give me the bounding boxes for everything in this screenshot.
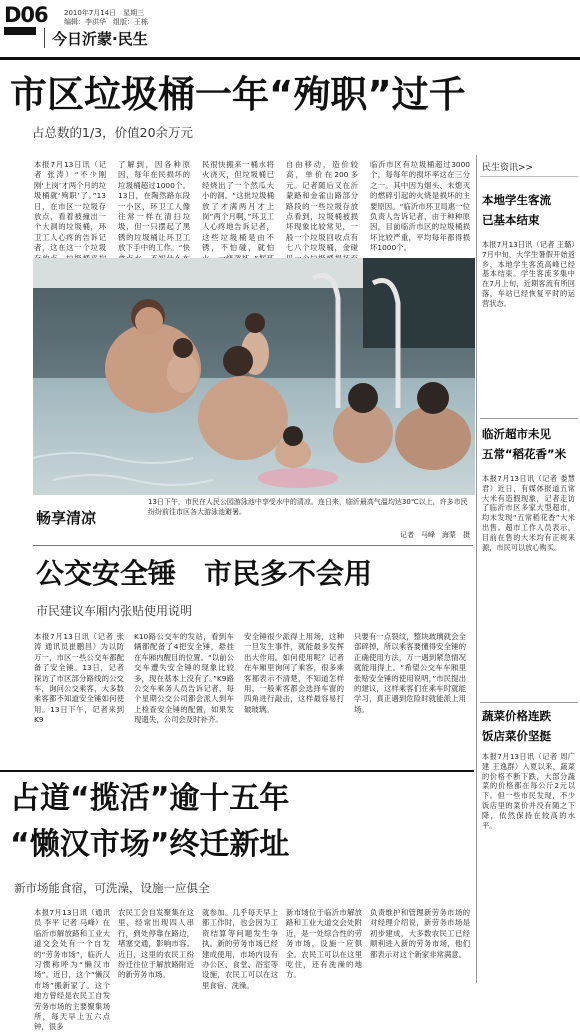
editor-text: 编辑：李洪华 组版：王栋	[64, 18, 148, 26]
article2-column-3: 安全锤很少派得上用场，这种一旦发生事件，就能最多发挥出大作用。如何使用呢？记者在车厢里询问了乘客，很多乘客都表示不清楚，不知道怎样用，一般乘客都会选择车窗的四角进行敲击，这样最容易打破玻璃。	[244, 632, 344, 714]
article1-column-4: 自由移动，造价较高，单价在200多元。记者随后又在沂蒙路和金雀山路部分路段的一些垃圾存放点看到，垃圾桶被损坏现象比较常见，一般一个垃圾回收点有七八个垃圾桶，金碰	[286, 160, 358, 253]
article2-column-1: 本报7月13日讯（记者 张涛 通讯员崔鹏昌）为以防万一，市区一些公交车都配备了安全锤。13日，记者探访了市区部分路线的公交车，询问公交乘客，大多数乘客都不知道安全锤如何使用。13日下午，记者来到K9	[34, 632, 124, 725]
sidebar-divider	[476, 155, 477, 983]
article1-column-2: 了解到，因各种原因，每年在民损坏的垃圾桶超过1000个。13日，在陶然路东段一小区，环卫工人像往常一样在清扫垃圾，但一只摆起了黑锈的垃圾桶让环卫工放下手中的工作。“快	[118, 160, 190, 253]
article2-column-4: 只要有一点裂纹，整块玻璃就会全部碎掉，所以乘客要懂得安全锤的正确使用方法，万一遇到紧急情况就能用得上。“希望公交车车厢里张贴安全锤的使用说明，”市民提出的建议，这样乘客们在乘车时就能学习，真正遇到危险时就能派上用场。	[354, 632, 466, 714]
article3-column-5: 负责维护和管理新劳务市场的对经理介绍说，新劳务市场是初步建成，大多数农民工已经顺利进入新的劳务市场，他们都表示对这个新家非常满意。	[370, 908, 470, 959]
article1-column-1: 本报7月13日讯（记者 张涛）“不少刚刚‘上岗’才两个月的垃圾桶就‘殉职’了。”13日，在市区一垃圾存放点，看着被撞出一个大洞的垃圾桶，环卫工人心疼的告诉记者，这在这一个垃圾	[34, 160, 106, 253]
swimming-pool-photo	[33, 258, 475, 495]
sidebar-label: 民生资讯>>	[482, 163, 534, 173]
sidebar-item2-headline: 临沂超市未见 五常“稻花香”米	[482, 427, 567, 461]
section-title: 今日沂蒙·民生	[52, 30, 148, 48]
page-number-bar	[4, 27, 36, 35]
article1-subhead: 占总数的1/3，价值20余万元	[32, 125, 194, 140]
article3-column-3: 就参加。几乎每天早上都工作时，也会因为工资结算等问题发生争执。新的劳务市场已经建成使用，市场内设有办公区、食堂、浴室等设施，农民工可以在这里食宿、洗澡。	[202, 908, 278, 990]
article1-column-3: 民很快搬来一桶水将火浇灭，但垃圾桶已经烧出了一个然瓜大小的洞。“这批垃圾桶放了才满两月才上岗”两个月啊，”环卫工人心疼地告诉记者，这些垃圾桶是由不锈，不怕碰，就怕	[202, 160, 274, 253]
sidebar-label-rule	[480, 176, 578, 177]
article3-subhead: 新市场能食宿，可洗澡，设施一应俱全	[14, 881, 210, 895]
header-rule	[0, 57, 580, 60]
sidebar-item3-body: 本报7月13日讯（记者 周广建 王逸群）入夏以来，蔬菜的价格不断下跌，大部分蔬菜的价格都在每公斤2元以下。但一些市民发现，不少饭店里的菜价并没有随之下降，依然保持在较高的水平。	[482, 752, 575, 830]
photo-caption: 13日下午，市民在人民公园游泳池中享受水中的清凉。连日来，临沂最高气温均达30℃以上，许多市民纷纷前往市区各大游泳池避暑。	[148, 498, 468, 516]
header-divider	[44, 28, 45, 48]
article1-headline: 市区垃圾桶一年“殉职”过千	[10, 73, 466, 116]
date-line	[64, 9, 184, 27]
sidebar-rule-1	[480, 418, 578, 419]
article2-headline: 公交安全锤 市民多不会用	[36, 557, 373, 590]
article2-bottom-rule	[0, 770, 474, 772]
page-number: D06	[4, 3, 48, 27]
article3-headline-line1: 占道“揽活”逾十五年	[10, 781, 290, 816]
article2-column-2: K10路公交车的发站，看到车辆都配备了4把安全锤，悬挂在车厢内醒目的位置。“以前公交车遭失安全锤的现象比较多，现在基本上没有了。”K9路公交车乘务人员告诉记者，每个星期公交公司都会派人到车上检查安全锤的配置，如果发现遗失，公司会及时补齐。	[134, 632, 234, 725]
article3-headline-line2: “懒汉市场”终迁新址	[10, 827, 290, 862]
sidebar-item1-headline: 本地学生客流 已基本结束	[482, 193, 551, 227]
article3-column-4: 新市场位于临沂市解放路和工业大道交会处附近，是一处综合性的劳务市场，设施一应俱全。农民工可以在这里吃住，还有洗澡的地方。	[286, 908, 362, 980]
article3-column-1: 本报7月13日讯（通讯员 李平 记者 马峰）在临沂市解放路和工业大道交会处有一个自发的“劳务市场”，临沂人习惯称呼为“懒汉市场”。近日，这个“懒汉市场”搬新家了。这个地方曾经是农民工自发劳务市场的主要聚集场所，每天早上五六点钟，很多	[34, 908, 110, 1032]
date-text: 2010年7月14日 星期三	[64, 9, 145, 17]
sidebar-rule-2	[480, 702, 578, 703]
photo-bottom-rule	[33, 545, 473, 546]
article2-subhead: 市民建议车厢内张贴使用说明	[36, 604, 193, 618]
sidebar-item2-body: 本报7月13日讯（记者 娄慧君）近日，有媒体报道五常大米有造假现象，记者走访了临沂市区多家大型超市，均未发现“五常稻花香”大米出售。超市工作人员表示，目前在售的大米均有正规来源，市民可以放心购买。	[482, 474, 575, 552]
photo-tag: 畅享清凉	[36, 509, 97, 527]
article3-column-2: 农民工会自发聚集在这里，经常出现四人串行，到处停靠在路边，堵塞交通，影响市容。近日，这里的农民工纷纷迁往位于解放路附近的新劳务市场。	[118, 908, 194, 980]
sidebar-item1-body: 本报7月13日讯（记者 王璐）7月中旬，大学生暑假开始返乡，本地学生客流高峰已经基本结束。学生客流多集中在7月上旬，近期客流有所回落，车站已经恢复平时的运营状态。	[482, 240, 575, 308]
photo-credit: 记者 马峰 海蒙 摄	[400, 531, 470, 539]
article1-column-5: 临沂市区有垃圾桶超过3000个，每每年的损坏率这在三分之一。其中因为烟头、未熄灭的燃碎引起的火烧是损坏的主要原因。“临沂市环卫局惠一位负责人告诉记者，由于种种原因，目前临沂市区的垃圾桶损坏比较严重，平均每年都得损坏1000个。	[370, 160, 470, 253]
sidebar-item3-headline: 蔬菜价格连跌 饭店菜价坚挺	[482, 709, 551, 743]
